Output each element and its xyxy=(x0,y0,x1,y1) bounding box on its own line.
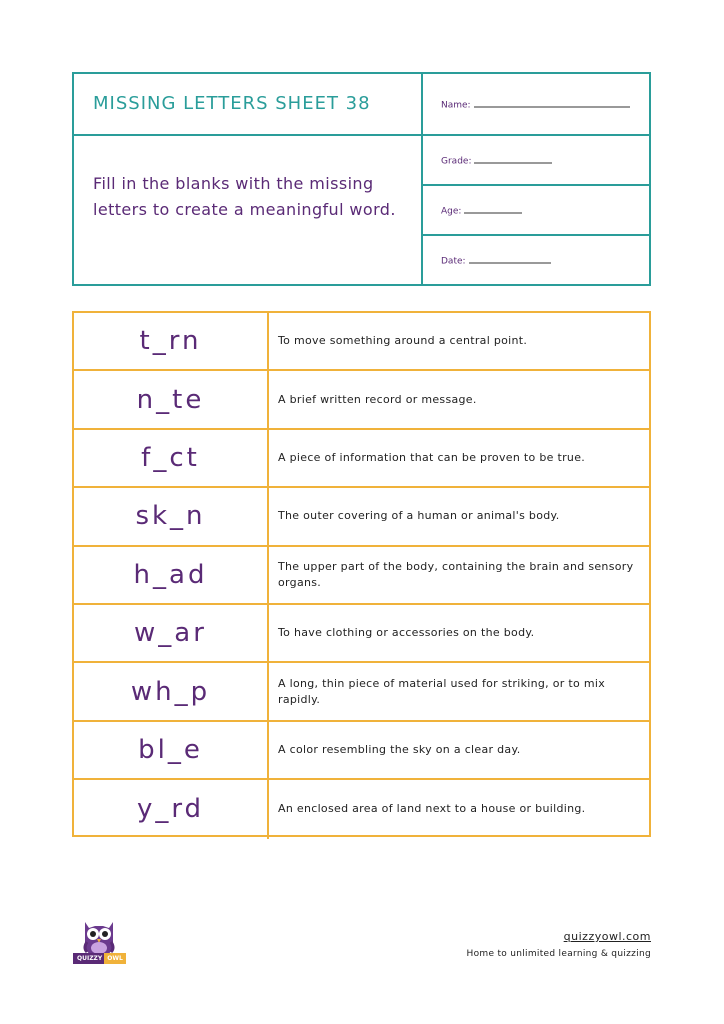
logo-text-quizzy: QUIZZY xyxy=(77,955,103,962)
definition-cell xyxy=(269,663,649,719)
date-line[interactable] xyxy=(469,254,551,264)
word-puzzle: y_rd xyxy=(136,794,205,825)
word-puzzle: n_te xyxy=(136,384,205,415)
table-row xyxy=(74,430,649,488)
word-puzzle: w_ar xyxy=(134,618,207,649)
word-cell[interactable] xyxy=(74,722,269,778)
word-definition: A brief written record or message. xyxy=(278,392,477,406)
word-cell[interactable] xyxy=(74,780,269,838)
word-cell[interactable] xyxy=(74,371,269,427)
word-puzzle: f_ct xyxy=(141,442,200,473)
age-field[interactable] xyxy=(423,186,649,236)
word-cell[interactable] xyxy=(74,430,269,486)
table-row xyxy=(74,371,649,429)
word-puzzle: wh_p xyxy=(130,676,211,707)
name-label: Name: xyxy=(441,100,471,111)
table-row xyxy=(74,547,649,605)
missing-letters-table xyxy=(72,311,651,837)
instructions-text: Fill in the blanks with the missing letters to create a meaningful word. xyxy=(93,174,396,219)
grade-label: Grade: xyxy=(441,156,472,167)
footer-tagline: Home to unlimited learning & quizzing xyxy=(466,949,651,959)
word-definition: To move something around a central point. xyxy=(278,334,528,348)
word-definition: A color resembling the sky on a clear day. xyxy=(278,742,521,756)
title-cell xyxy=(74,74,423,136)
name-line[interactable] xyxy=(474,98,630,108)
site-link[interactable]: quizzyowl.com xyxy=(563,930,651,943)
definition-cell xyxy=(269,722,649,778)
grade-field[interactable] xyxy=(423,136,649,186)
word-puzzle: bl_e xyxy=(138,734,203,765)
word-cell[interactable] xyxy=(74,488,269,544)
definition-cell xyxy=(269,371,649,427)
word-puzzle: h_ad xyxy=(133,559,208,590)
word-definition: The upper part of the body, containing the brain and sensory organs. xyxy=(278,559,634,589)
word-cell[interactable] xyxy=(74,663,269,719)
word-puzzle: t_rn xyxy=(139,326,202,357)
definition-cell xyxy=(269,430,649,486)
age-line[interactable] xyxy=(464,204,522,214)
word-definition: A long, thin piece of material used for striking, or to mix rapidly. xyxy=(278,676,606,706)
table-row xyxy=(74,605,649,663)
definition-cell xyxy=(269,547,649,603)
definition-cell xyxy=(269,605,649,661)
definition-cell xyxy=(269,313,649,369)
worksheet-header xyxy=(72,72,651,286)
logo-label xyxy=(73,953,123,964)
word-cell[interactable] xyxy=(74,313,269,369)
table-row xyxy=(74,722,649,780)
word-puzzle: sk_n xyxy=(135,501,206,532)
table-row xyxy=(74,313,649,371)
date-label: Date: xyxy=(441,256,466,267)
instructions-cell xyxy=(74,136,423,284)
table-row xyxy=(74,663,649,721)
word-definition: An enclosed area of land next to a house or building. xyxy=(278,802,586,816)
word-cell[interactable] xyxy=(74,605,269,661)
word-definition: To have clothing or accessories on the body. xyxy=(278,626,535,640)
table-row xyxy=(74,780,649,838)
worksheet-title: MISSING LETTERS SHEET 38 xyxy=(93,93,371,114)
grade-line[interactable] xyxy=(474,154,552,164)
logo-text-owl: OWL xyxy=(104,953,126,964)
word-definition: A piece of information that can be proven to be true. xyxy=(278,450,586,464)
date-field[interactable] xyxy=(423,236,649,284)
word-definition: The outer covering of a human or animal's body. xyxy=(278,509,560,523)
definition-cell xyxy=(269,780,649,838)
word-cell[interactable] xyxy=(74,547,269,603)
table-row xyxy=(74,488,649,546)
name-field[interactable] xyxy=(423,74,649,136)
definition-cell xyxy=(269,488,649,544)
age-label: Age: xyxy=(441,206,462,217)
